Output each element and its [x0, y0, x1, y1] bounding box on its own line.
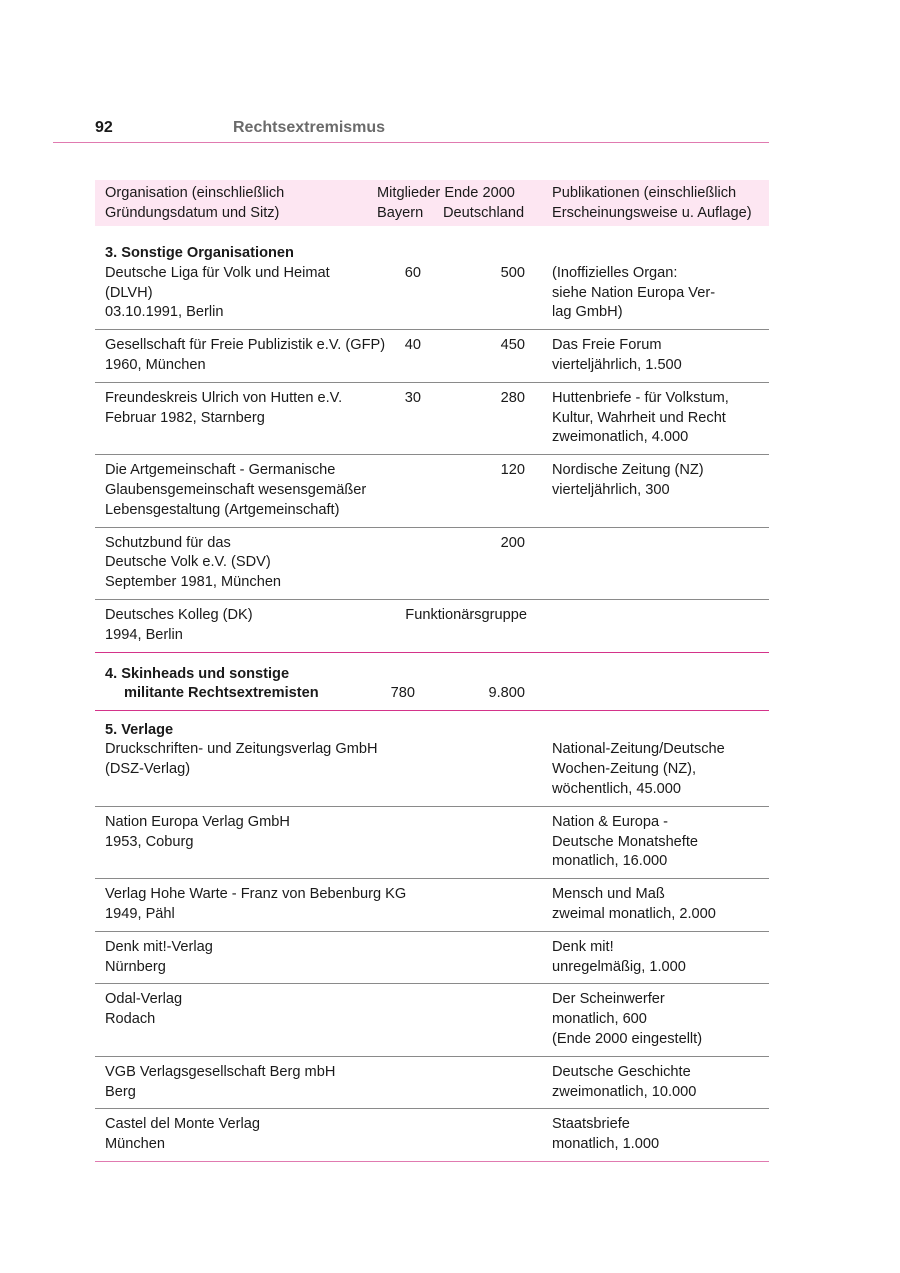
- text-line: Nordische Zeitung (NZ): [552, 462, 704, 479]
- text-line: September 1981, München: [105, 574, 282, 591]
- table-row: [95, 383, 769, 455]
- members-note: Funktionärsgruppe: [405, 606, 527, 623]
- text-line: lag GmbH): [552, 304, 623, 321]
- text-line: Druckschriften- und Zeitungsverlag GmbH: [105, 741, 378, 758]
- organisation-cell: [105, 813, 290, 853]
- text-line: Denk mit!-Verlag: [105, 938, 213, 955]
- header-members: Mitglieder Ende 2000: [377, 185, 515, 201]
- text-line: Mensch und Maß: [552, 886, 665, 903]
- text-line: vierteljährlich, 1.500: [552, 356, 682, 373]
- organisation-cell: [105, 264, 330, 323]
- table-row: [95, 528, 769, 600]
- text-line: Denk mit!: [552, 938, 614, 955]
- text-line: (DSZ-Verlag): [105, 761, 191, 778]
- members-deutschland: 9.800: [488, 685, 525, 702]
- text-line: monatlich, 16.000: [552, 853, 668, 870]
- table-row: [95, 330, 769, 383]
- text-line: monatlich, 600: [552, 1011, 647, 1028]
- text-line: 1994, Berlin: [105, 626, 183, 643]
- text-line: Deutsche Geschichte: [552, 1063, 691, 1080]
- text-line: Deutsche Monatshefte: [552, 833, 699, 850]
- page-header: [53, 112, 769, 143]
- organisation-cell: [105, 336, 385, 376]
- text-line: Verlag Hohe Warte - Franz von Bebenburg KG: [105, 886, 407, 903]
- text-line: wöchentlich, 45.000: [552, 780, 681, 797]
- text-line: Der Scheinwerfer: [552, 991, 665, 1008]
- members-deutschland: 280: [500, 389, 525, 406]
- table-row: [95, 711, 769, 807]
- table-row: [95, 932, 769, 985]
- organisation-cell: [105, 1115, 260, 1155]
- organisation-cell: [105, 938, 213, 978]
- text-line: Berg: [105, 1083, 136, 1100]
- section-title: 3. Sonstige Organisationen: [105, 245, 294, 261]
- text-line: Deutsche Volk e.V. (SDV): [105, 554, 271, 571]
- text-line: Gesellschaft für Freie Publizistik e.V. (GFP): [105, 337, 386, 354]
- text-line: zweimal monatlich, 2.000: [552, 905, 716, 922]
- text-line: unregelmäßig, 1.000: [552, 958, 686, 975]
- members-bayern: 30: [404, 389, 421, 406]
- table-row: [95, 1057, 769, 1110]
- text-line: Februar 1982, Starnberg: [105, 409, 265, 426]
- section-title-line2: militante Rechtsextremisten: [124, 685, 319, 702]
- text-line: München: [105, 1136, 166, 1153]
- text-line: VGB Verlagsgesellschaft Berg mbH: [105, 1063, 336, 1080]
- text-line: Schutzbund für das: [105, 534, 231, 551]
- table-row: [95, 984, 769, 1056]
- table-header: [95, 180, 769, 226]
- organisation-cell: [105, 606, 253, 646]
- text-line: Deutsche Liga für Volk und Heimat: [105, 264, 330, 281]
- organisation-cell: [105, 990, 182, 1030]
- text-line: Odal-Verlag: [105, 991, 183, 1008]
- organisation-cell: [105, 1063, 335, 1103]
- table-row: [95, 226, 769, 330]
- text-line: 03.10.1991, Berlin: [105, 304, 224, 321]
- section-title: 4. Skinheads und sonstige: [105, 665, 290, 682]
- organisation-cell: [105, 534, 281, 593]
- text-line: zweimonatlich, 10.000: [552, 1083, 697, 1100]
- members-bayern: 40: [404, 337, 421, 354]
- text-line: Freundeskreis Ulrich von Hutten e.V.: [105, 389, 343, 406]
- text-line: Castel del Monte Verlag: [105, 1116, 260, 1133]
- publication-cell: [552, 885, 716, 925]
- section-skinheads: [95, 653, 769, 711]
- text-line: Deutsches Kolleg (DK): [105, 606, 253, 623]
- text-line: 1953, Coburg: [105, 833, 194, 850]
- publication-cell: [552, 264, 715, 323]
- members-deutschland: 450: [500, 337, 525, 354]
- publication-cell: [552, 990, 702, 1049]
- text-line: Kultur, Wahrheit und Recht: [552, 409, 726, 426]
- organisations-table: [95, 180, 769, 1162]
- publication-cell: [552, 1063, 696, 1103]
- text-line: Nürnberg: [105, 958, 166, 975]
- text-line: Die Artgemeinschaft - Germanische: [105, 462, 336, 479]
- text-line: Lebensgestaltung (Artgemeinschaft): [105, 501, 340, 518]
- page-number: 92: [95, 119, 113, 136]
- text-line: zweimonatlich, 4.000: [552, 429, 689, 446]
- section-title: 5. Verlage: [105, 721, 174, 738]
- organisation-cell: [105, 389, 342, 429]
- text-line: 1960, München: [105, 356, 206, 373]
- text-line: Glaubensgemeinschaft wesensgemäßer: [105, 481, 367, 498]
- organisation-cell: [105, 885, 406, 925]
- header-organisation: Organisation (einschließlich Gründungsdatum und Sitz): [105, 185, 285, 221]
- header-bayern: Bayern: [377, 205, 424, 221]
- table-row: [95, 879, 769, 932]
- text-line: siehe Nation Europa Ver-: [552, 284, 716, 301]
- table-row: [95, 1109, 769, 1162]
- organisation-cell: [105, 461, 366, 520]
- publication-cell: [552, 1115, 659, 1155]
- running-title: Rechtsextremismus: [233, 119, 386, 136]
- publication-cell: [552, 336, 682, 376]
- header-deutschland: Deutschland: [443, 205, 525, 221]
- publication-cell: [552, 938, 686, 978]
- text-line: Nation Europa Verlag GmbH: [105, 813, 290, 830]
- text-line: Huttenbriefe - für Volkstum,: [552, 389, 729, 406]
- table-row: [95, 807, 769, 879]
- publication-cell: [552, 740, 725, 799]
- text-line: Nation & Europa -: [552, 813, 669, 830]
- text-line: monatlich, 1.000: [552, 1136, 660, 1153]
- text-line: (Inoffizielles Organ:: [552, 264, 678, 281]
- text-line: vierteljährlich, 300: [552, 481, 670, 498]
- text-line: Staatsbriefe: [552, 1116, 630, 1133]
- members-deutschland: 200: [500, 534, 525, 551]
- members-deutschland: 120: [500, 462, 525, 479]
- table-row: [95, 455, 769, 527]
- text-line: National-Zeitung/Deutsche: [552, 741, 725, 758]
- table-row: [95, 600, 769, 653]
- text-line: (DLVH): [105, 284, 153, 301]
- members-bayern: 780: [390, 685, 415, 702]
- text-line: Rodach: [105, 1011, 156, 1028]
- text-line: (Ende 2000 eingestellt): [552, 1030, 703, 1047]
- section-sonstige-organisationen: [95, 226, 769, 653]
- publication-cell: [552, 813, 698, 872]
- text-line: Das Freie Forum: [552, 337, 662, 354]
- text-line: Wochen-Zeitung (NZ),: [552, 761, 697, 778]
- header-publications: Publikationen (einschließlich Erscheinungsweise u. Auflage): [552, 185, 752, 221]
- publication-cell: [552, 389, 729, 448]
- members-bayern: 60: [404, 264, 421, 281]
- table-row: [95, 653, 769, 711]
- section-verlage: [95, 711, 769, 1162]
- text-line: 1949, Pähl: [105, 905, 175, 922]
- organisation-cell: [105, 740, 378, 780]
- publication-cell: [552, 461, 704, 501]
- members-deutschland: 500: [500, 264, 525, 281]
